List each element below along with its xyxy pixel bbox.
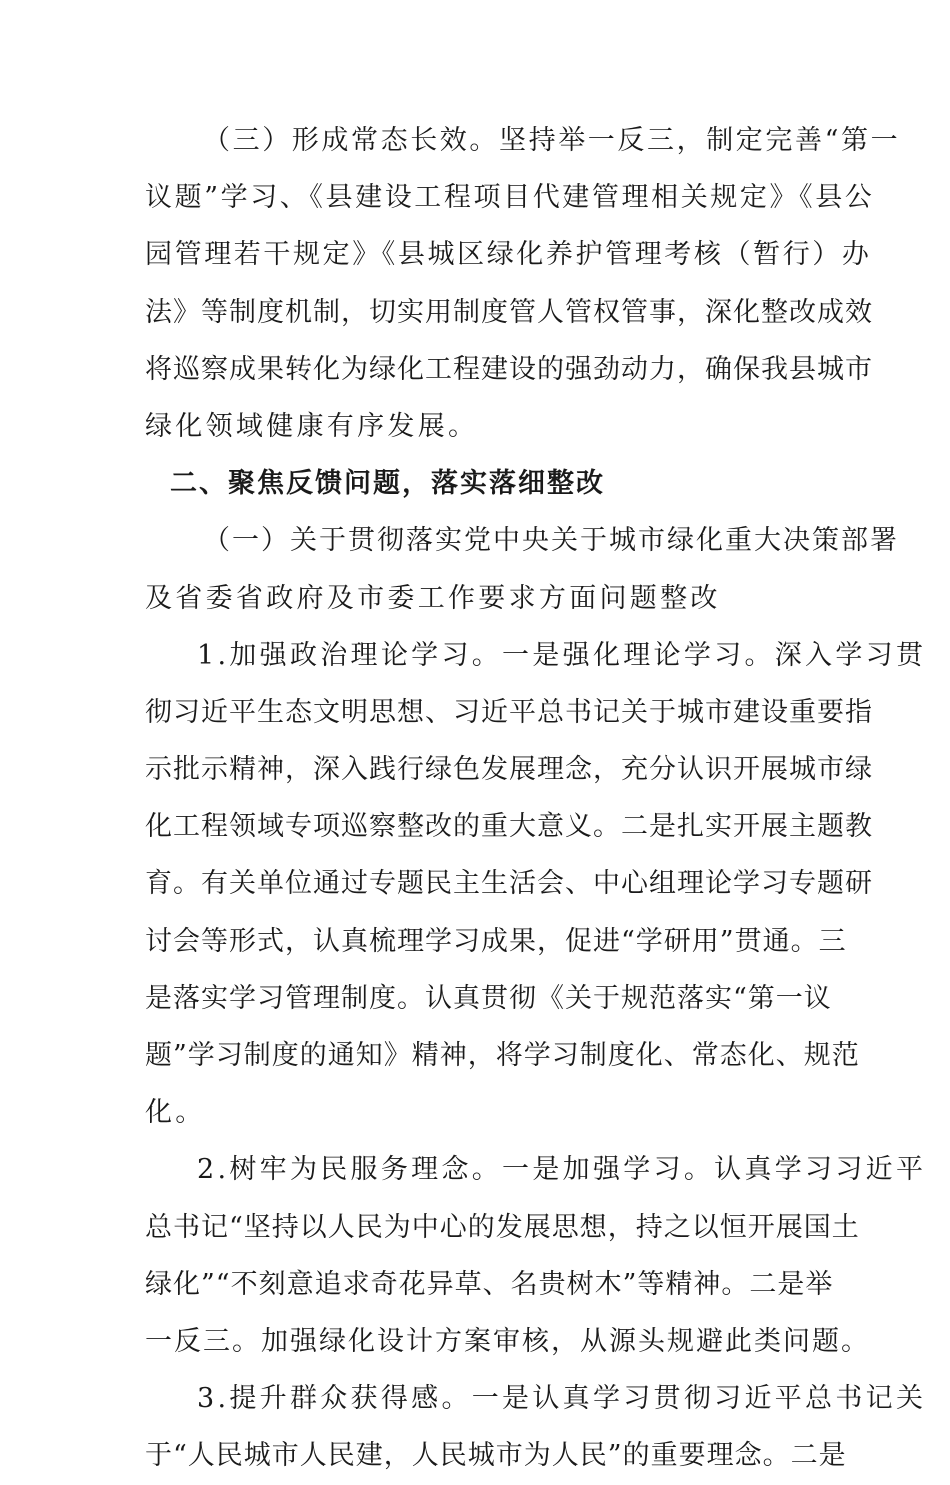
heading-line: 二、聚焦反馈问题，落实落细整改 [170,468,605,500]
text-line: 示批示精神，深入践行绿色发展理念，充分认识开展城市绿 [145,754,873,786]
text-line: 于“人民城市人民建，人民城市为人民”的重要理念。二是 [145,1440,847,1472]
text-line: 及省委省政府及市委工作要求方面问题整改 [145,582,721,614]
paragraph-item-3 [145,1370,927,1484]
paragraph-item-1 [145,627,927,1142]
subheading-section-1 [145,512,899,626]
text-line: 题”学习制度的通知》精神，将学习制度化、常态化、规范 [145,1040,860,1071]
text-line: 讨会等形式，认真梳理学习成果，促进“学研用”贯通。三 [145,925,847,957]
text-line: 绿化”“不刻意追求奇花异草、名贵树木”等精神。二是举 [145,1268,834,1300]
text-line: 彻习近平生态文明思想、习近平总书记关于城市建设重要指 [145,696,873,728]
paragraph-item-2 [145,1141,927,1370]
text-line: 3.提升群众获得感。一是认真学习贯彻习近平总书记关 [197,1383,927,1415]
text-line: 化。 [145,1097,206,1129]
text-line: 是落实学习管理制度。认真贯彻《关于规范落实“第一议 [145,982,832,1014]
text-line: 2.树牢为民服务理念。一是加强学习。认真学习习近平 [197,1154,927,1186]
section-heading [145,455,809,512]
text-line: 一反三。加强绿化设计方案审核，从源头规避此类问题。 [145,1325,870,1357]
document-body [145,112,927,1485]
text-line: 化工程领域专项巡察整改的重大意义。二是扎实开展主题教 [145,811,873,843]
text-line: 总书记“坚持以人民为中心的发展思想，持之以恒开展国土 [145,1211,860,1243]
paragraph-section-3 [145,112,901,455]
text-line: （一）关于贯彻落实党中央关于城市绿化重大决策部署 [203,525,899,557]
text-line: 法》等制度机制，切实用制度管人管权管事，深化整改成效 [145,296,873,328]
text-line: 1.加强政治理论学习。一是强化理论学习。深入学习贯 [197,639,927,671]
text-line: 园管理若干规定》《县城区绿化养护管理考核（暂行）办 [145,239,872,271]
text-line: 绿化领域健康有序发展。 [145,410,479,442]
text-line: 议题”学习、《县建设工程项目代建管理相关规定》《县公 [145,182,875,214]
text-line: 将巡察成果转化为绿化工程建设的强劲动力，确保我县城市 [145,353,873,385]
text-line: 育。有关单位通过专题民主生活会、中心组理论学习专题研 [145,868,873,900]
text-line: （三）形成常态长效。坚持举一反三，制定完善“第一 [203,125,901,156]
